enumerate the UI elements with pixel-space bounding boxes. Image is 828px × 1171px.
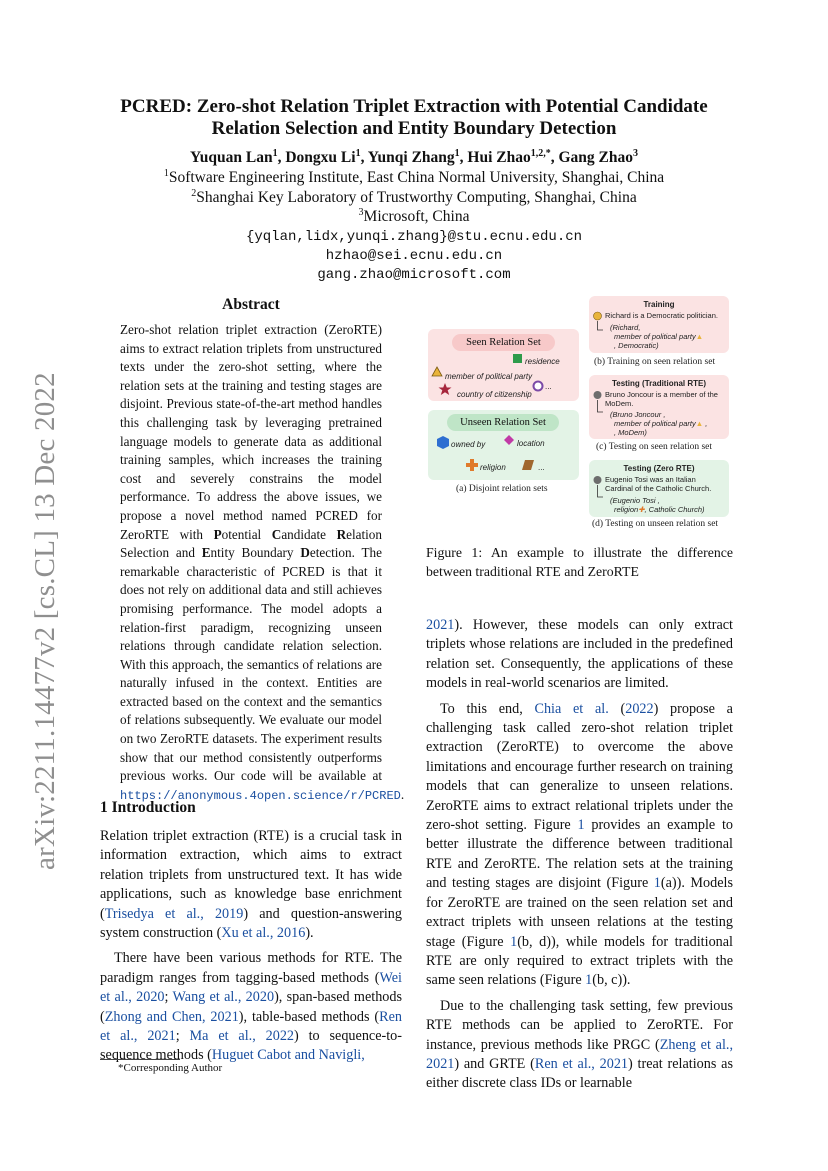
arxiv-id: arXiv:2211.14477v2 [cs.CL] 13 Dec 2022	[29, 372, 61, 870]
pcred-expansion: Potential Candidate Relation Selection and Entity Boundary Detection.	[120, 526, 382, 561]
citation-link[interactable]: Trisedya et al., 2019	[104, 905, 244, 922]
training-sentence: Richard is a Democratic politician.	[605, 311, 718, 320]
testing-traditional-sentence: Bruno Joncour is a member of the MoDem.	[605, 390, 718, 408]
cross-icon	[466, 459, 478, 471]
figure-caption: Figure 1: An example to illustrate the difference between traditional RTE and ZeroRTE	[426, 545, 733, 579]
left-column-text	[100, 827, 402, 1066]
testing-traditional-icons	[592, 390, 606, 420]
arrow-icon	[598, 400, 604, 412]
footnote: *Corresponding Author	[118, 1062, 223, 1074]
affiliation-text: Software Engineering Institute, East China Normal University, Shanghai, China	[168, 169, 665, 187]
affiliation-sup: 1	[163, 168, 169, 179]
testing-zero-triplet: (Eugenio Tosi , religion✚, Catholic Church)	[610, 496, 705, 514]
author-sup: 1	[272, 148, 278, 159]
seen-item: country of citizenship	[457, 390, 532, 399]
author-sup: 3	[633, 148, 638, 159]
citation-link[interactable]: Ren et al., 2021	[100, 1008, 402, 1045]
title-line-1: PCRED: Zero-shot Relation Triplet Extraction with Potential Candidate	[120, 96, 708, 117]
triangle-icon	[432, 367, 442, 376]
citation-link[interactable]: 2022	[625, 700, 654, 717]
circle-icon	[534, 382, 543, 391]
paragraph: There have been various methods for RTE. The paradigm ranges from tagging-based methods (Wei et al., 2020; Wang et al., 2020), span-based methods (Zhong and Chen, 2021), table-based methods (Ren et al., 2021; Ma et al., 2022) to sequence-to-sequence methods (Huguet Cabot and Navigli,	[100, 950, 403, 1064]
unseen-item: location	[517, 439, 545, 448]
section-heading-introduction: 1 Introduction	[100, 799, 196, 816]
email-1: {yqlan,lidx,yunqi.zhang}@stu.ecnu.edu.cn	[245, 229, 583, 245]
title-line-2: Relation Selection and Entity Boundary Detection	[211, 118, 617, 139]
seen-item: member of political party	[445, 372, 533, 381]
diamond-icon	[504, 435, 514, 445]
affiliation-text: Shanghai Key Laboratory of Trustworthy Computing, Shanghai, China	[196, 189, 637, 207]
training-title: Training	[643, 300, 675, 309]
abstract-body: Zero-shot relation triplet extraction (ZeroRTE) aims to extract relation triplets from unstructured texts under the zero-shot setting, where the relation sets at the training and testing stages are disjoint. Previous state-of-the-art method handles this challenging task by leveraging pretrained language models to generate data as additional training samples, which increases the training cost and severely constrains the model performance. To address the above issues, we propose a novel method named PCRED for ZeroRTE with Potential Candidate Relation Selection and Entity Boundary Detection. The remarkable characteristic of PCRED is that it does not rely on additional data and still achieves promising performance. The model adopts a relation-first paradigm, recognizing unseen relations through candidate relation selection. With this approach, the semantics of relations are naturally infused in the context. Entities are extracted based on the context and the semantics of relations subsequently. We evaluate our model on two ZeroRTE datasets. The experiment results show that our method consistently outperforms previous works. Our code will be available at https://anonymous.4open.science/r/PCRED.	[120, 322, 405, 803]
email-3: gang.zhao@microsoft.com	[317, 267, 511, 283]
citation-link[interactable]: 1	[653, 875, 661, 892]
affiliation-1	[70, 168, 758, 187]
seen-item: ...	[545, 382, 552, 391]
caption-c: (c) Testing on seen relation set	[596, 442, 713, 452]
author-sup: 1	[454, 148, 460, 159]
hexagon-icon	[437, 436, 449, 449]
testing-traditional-triplet: (Bruno Joncour , member of political party▲ , , MoDem)	[610, 410, 708, 437]
arrow-icon	[598, 485, 604, 497]
author-list: Yuquan Lan$^1$, Dongxu Li$^1$, Yunqi Zhang$^1$, Hui Zhao$^{1,2,*}$, Gang Zhao$^3$	[190, 148, 638, 167]
affiliation-sup: 3	[358, 207, 364, 218]
author-sup: 1,2,*	[530, 148, 551, 159]
star-icon	[439, 383, 452, 395]
abstract-heading: Abstract	[222, 296, 280, 313]
training-icons	[592, 311, 606, 341]
testing-traditional-title: Testing (Traditional RTE)	[611, 379, 707, 388]
testing-zero-title: Testing (Zero RTE)	[623, 464, 695, 473]
author-name: Yuquan Lan	[190, 149, 273, 167]
citation-link[interactable]: 1	[510, 933, 518, 950]
citation-link[interactable]: Zheng et al., 2021	[426, 1036, 733, 1072]
person-icon	[594, 476, 602, 484]
paragraph: To this end, Chia et al. (2022) propose a challenging task called zero-shot relation triplet extraction (ZeroRTE) to overcome the above limitations and encourage further research on training models that can generalize to unseen relations. ZeroRTE aims to extract relational triplets under the zero-shot setting. Figure 1 provides an example to better illustrate the difference between traditional RTE and ZeroRTE. The relation sets at the training and testing stages are disjoint (Figure 1(a)). Models for ZeroRTE are trained on the seen relation set and extract triplets with unseen relations at the testing stage (Figure 1(b, d)), while models for traditional RTE are only required to extract triplets with the same seen relations (Figure 1(b, c)).	[426, 700, 733, 989]
abstract-text-part1: Zero-shot relation triplet extraction (ZeroRTE) aims to extract relation triplets from unstructured texts under the zero-shot setting, where the relation sets at the training and testing stages are disjoint. Previous state-of-the-art method handles this challenging task by leveraging pretrained language models to generate data as additional training samples, which increases the training cost and severely constrains the model performance. To address the above issues, we propose a novel method named PCRED for ZeroRTE with	[120, 322, 382, 542]
caption-b: (b) Training on seen relation set	[594, 357, 716, 367]
citation-link[interactable]: 1	[577, 817, 585, 834]
citation-link[interactable]: Wang et al., 2020	[172, 989, 275, 1006]
citation-link[interactable]: 2021	[426, 617, 455, 633]
author-name: Hui Zhao	[467, 149, 531, 167]
author-sup: 1	[355, 148, 361, 159]
caption-d: (d) Testing on unseen relation set	[592, 519, 719, 529]
unseen-item: owned by	[451, 440, 486, 449]
right-column-text	[426, 616, 733, 1094]
citation-link[interactable]: 1	[585, 972, 593, 989]
abstract-text-part2: The remarkable characteristic of PCRED is that it does not rely on additional data and still achieves promising performance. The model adopts a relation-first paradigm, recognizing unseen relations through candidate relation selection. With this approach, the semantics of relations are naturally infused in the context. Entities are extracted based on the context and the semantics of relations subsequently. We evaluate our model on two ZeroRTE datasets. The experiment results show that our method consistently outperforms previous works. Our code will be available at	[120, 545, 382, 784]
person-icon	[594, 391, 602, 399]
code-url-link[interactable]: https://anonymous.4open.science/r/PCRED	[120, 788, 401, 803]
affiliation-sup: 2	[191, 188, 197, 199]
affiliation-2	[70, 188, 758, 207]
author-name: Yunqi Zhang	[367, 149, 455, 167]
unseen-item: ...	[538, 463, 545, 472]
citation-link[interactable]: Huguet Cabot and Navigli,	[211, 1047, 365, 1064]
caption-a: (a) Disjoint relation sets	[456, 484, 548, 494]
person-icon	[594, 312, 602, 320]
unseen-set-label: Unseen Relation Set	[447, 414, 559, 431]
testing-zero-sentence: Eugenio Tosi was an Italian Cardinal of the Catholic Church.	[605, 475, 712, 493]
unseen-item: religion	[480, 463, 506, 472]
paper-title	[70, 96, 758, 140]
paragraph: 2021). However, these models can only extract triplets whose relations are included in the predefined relation set. Consequently, the applications of these models in real-world scenarios are limited.	[426, 617, 733, 692]
citation-link[interactable]: Chia et al.	[534, 700, 609, 717]
citation-link[interactable]: Ren et al., 2021	[534, 1055, 629, 1072]
citation-link[interactable]: Zhong and Chen, 2021	[104, 1008, 239, 1025]
footnote-rule	[100, 1059, 180, 1060]
seen-item: residence	[525, 357, 560, 366]
affiliation-text: Microsoft, China	[363, 208, 470, 226]
author-name: Gang Zhao	[558, 149, 633, 167]
citation-link[interactable]: Wei et al., 2020	[100, 969, 402, 1006]
email-2: hzhao@sei.ecnu.edu.cn	[325, 248, 503, 264]
affiliation-3	[70, 207, 758, 226]
square-icon	[513, 354, 522, 363]
paragraph: Relation triplet extraction (RTE) is a crucial task in information extraction, which aims to extract relation triplets from unstructured text. It has wide applications, such as knowledge base enrichment (Trisedya et al., 2019) and question-answering system construction (Xu et al., 2016).	[100, 828, 402, 942]
paragraph: Due to the challenging task setting, few previous RTE methods can be applied to ZeroRTE. For instance, previous methods like PRGC (Zheng et al., 2021) and GRTE (Ren et al., 2021) treat relations as either discrete class IDs or learnable	[426, 997, 733, 1092]
training-triplet: (Richard, member of political party▲ , Democratic)	[610, 323, 704, 350]
citation-link[interactable]: Xu et al., 2016	[221, 925, 306, 942]
author-name: Dongxu Li	[285, 149, 356, 167]
testing-zero-icons	[592, 475, 606, 505]
citation-link[interactable]: Ma et al., 2022	[189, 1028, 295, 1045]
parallelogram-icon	[522, 460, 534, 470]
arxiv-stamp	[10, 360, 70, 880]
arrow-icon	[598, 321, 604, 330]
seen-set-label: Seen Relation Set	[452, 334, 555, 351]
